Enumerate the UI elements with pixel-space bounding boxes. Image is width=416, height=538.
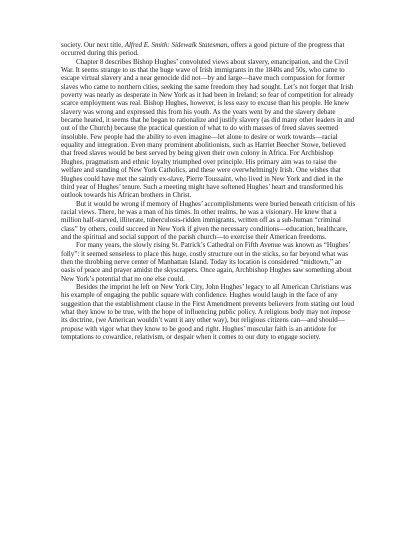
- paragraph-5: [61, 283, 357, 341]
- text-run: Chapter 8 describes Bishop Hughes’ convoluted views about slavery, emancipation, and the Civil War. It seems strange to us that the huge wave of Irish immigrants in the 1840s and 50s, who came to escape virtual slavery and a near genocide did not—by and large—have much compassion for former slaves who came to northern cities, seeking the same freedom they had sought. Let’s not forget that Irish poverty was nearly as desperate in New York as it had been in Ireland; so fear of competition for already scarce employment was real. Bishop Hughes, however, is less easy to excuse than his people. He knew slavery was wrong and expressed this from his youth. As the years went by and the slavery debate became heated, it seems that he began to rationalize and justify slavery (as did many other leaders in and out of the Church) because the practical question of what to do with masses of freed slaves seemed insoluble. Few people had the ability to even imagine—let alone to desire or work towards—racial equality and integration. Even many prominent abolitionists, such as Harriet Beecher Stowe, believed that freed slaves would be best served by being given their own colony in Africa. For Archbishop Hughes, pragmatism and ethnic loyalty triumphed over principle. His primary aim was to raise the welfare and standing of New York Catholics, and these were overwhelmingly Irish. One wishes that Hughes could have met the saintly ex-slave, Pierre Toussaint, who lived in New York and died in the third year of Hughes’ tenure. Such a meeting might have softened Hughes’ heart and transformed his outlook towards his African brothers in Christ.: [61, 57, 355, 200]
- paragraph-2: [61, 58, 357, 200]
- text-run: its doctrine, (we American wouldn’t want it any other way), but religious citizens can—and should—: [61, 316, 345, 325]
- paragraph-1: [61, 41, 357, 58]
- text-run: But it would be wrong if memory of Hughes’ accomplishments were buried beneath criticism of his racial views. There, he was a man of his times. In other realms, he was a visionary. He knew that a million half-starved, illiterate, tuberculosis-ridden immigrants, written off as a sub-human “criminal class” by others, could succeed in New York if given the necessary conditions—education, healthcare, and the spiritual and social support of the parish church—to exercise their American freedoms.: [61, 199, 356, 241]
- text-run: For many years, the slowly rising St. Patrick’s Cathedral on Fifth Avenue was known as “Hughes’ folly”: it seemed senseless to place this huge, costly structure out in the sticks, so far beyond what was then the throbbing nerve center of Manhattan Island. Today its location is considered “midtown,” an oasis of peace and prayer amidst the skyscrapers. Once again, Archbishop Hughes saw something about New York’s potential that no one else could.: [61, 241, 352, 283]
- italic-text: propose: [61, 324, 84, 333]
- body-text: [61, 41, 357, 341]
- paragraph-3: [61, 200, 357, 242]
- text-run: with vigor what they know to be good and right. Hughes’ muscular faith is an antidote for temptations to cowardice, relativism, or despair when it comes to our duty to engage society.: [61, 324, 337, 342]
- text-run: Besides the imprint he left on New York City, John Hughes’ legacy to all American Christians was his example of engaging the public square with confidence. Hughes would laugh in the face of any suggestion that the establishment clause in the First Amendment prevents believers from stating out loud what they know to be true, with the hope of influencing public policy. A religious body may not: [61, 282, 355, 316]
- text-run: society. Our next title,: [61, 41, 125, 49]
- italic-text: impose: [330, 308, 351, 316]
- italic-text: Alfred E. Smith: Sidewalk Statesman: [124, 41, 228, 49]
- text-run: , offers a good picture of the progress that occurred during this period.: [61, 41, 345, 58]
- paragraph-4: [61, 241, 357, 283]
